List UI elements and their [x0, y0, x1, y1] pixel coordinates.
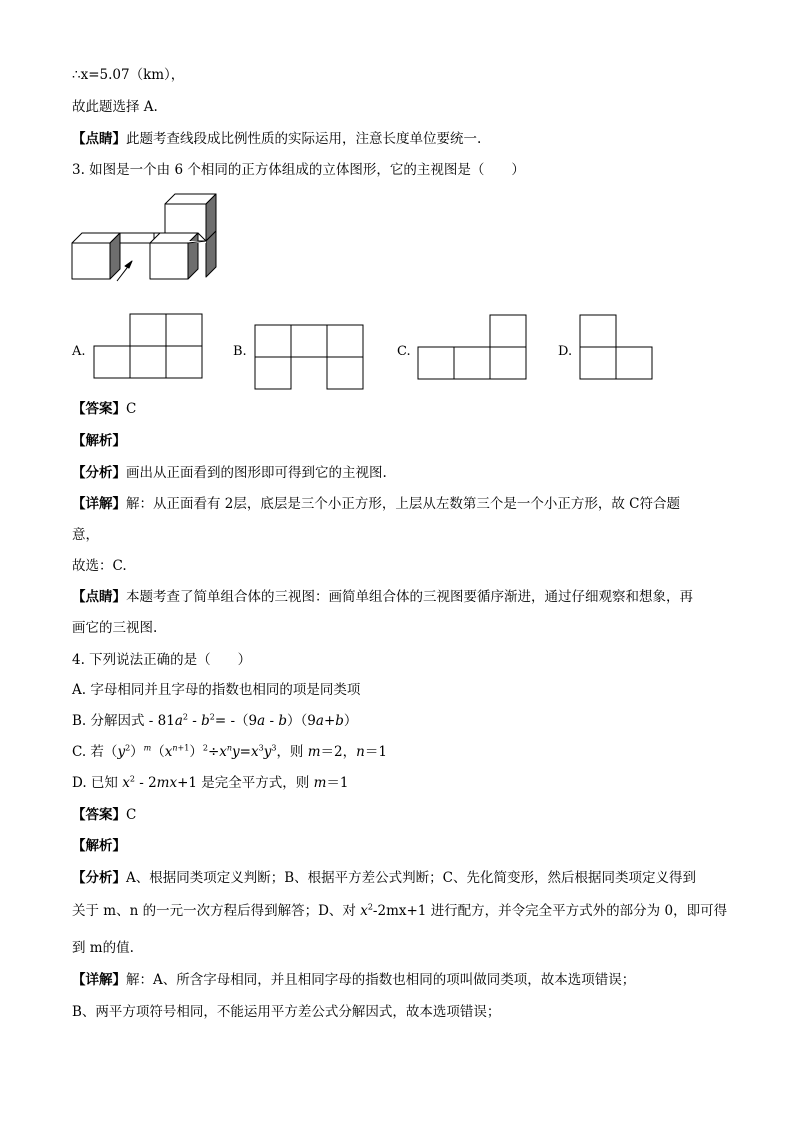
analysis-line: [72, 463, 387, 483]
question-4-option-b: B. 分解因式 - $81a^2 - b^2= -(9a - b)(9a+b)$: [72, 712, 358, 729]
detail-line: [72, 970, 635, 990]
detail-tag: 【详解】: [72, 972, 126, 988]
analysis-continuation: 关于 m、n 的一元一次方程后得到解答；D、对 $x^2-2mx+1$ 进行配方，并令完全平方式外的部分为 0，即可得: [72, 902, 728, 919]
comment-line: [72, 129, 481, 149]
comment-line: [72, 587, 693, 607]
analysis-text-part: 进行配方，并令完全平方式外的部分为 0，即可得: [430, 903, 728, 919]
question-3: 3. 如图是一个由 6 个相同的正方体组成的立体图形，它的主视图是（ ）: [72, 162, 525, 178]
text-line: ∴x=5.07（km），: [72, 67, 185, 83]
comment-text: 此题考查线段成比例性质的实际运用，注意长度单位要统一.: [126, 131, 482, 147]
detail-text: 解：A、所含字母相同，并且相同字母的指数也相同的项叫做同类项，故本选项错误；: [126, 972, 636, 988]
answer-line: [72, 399, 136, 419]
answer-value: C: [126, 807, 137, 823]
choice-line: 故选：C.: [72, 558, 127, 574]
option-a-figure: [92, 313, 204, 379]
detail-continuation: 意，: [72, 527, 99, 543]
question-4-option-a: A. 字母相同并且字母的指数也相同的项是同类项: [72, 682, 361, 698]
comment-tag: 【点睛】: [72, 131, 126, 147]
answer-value: C: [126, 401, 137, 417]
text-line: 故此题选择 A.: [72, 99, 158, 115]
option-b-label: B.: [233, 344, 247, 359]
analysis-text: A、根据同类项定义判断；B、根据平方差公式判断；C、先化简变形，然后根据同类项定义得到: [126, 870, 696, 886]
analysis-tag: 【分析】: [72, 870, 126, 886]
question-4-option-d: D. 已知 $x^2 - 2mx+1$ 是完全平方式，则 m＝1: [72, 774, 349, 791]
analysis-text: 画出从正面看到的图形即可得到它的主视图.: [126, 465, 387, 481]
question-4: 4. 下列说法正确的是（ ）: [72, 652, 252, 668]
analysis-tag: 【分析】: [72, 465, 126, 481]
comment-continuation: 画它的三视图.: [72, 620, 158, 636]
answer-tag: 【答案】: [72, 807, 126, 823]
detail-text: 解：从正面看有 2层，底层是三个小正方形，上层从左数第三个是一个小正方形，故 C符合题: [126, 496, 680, 512]
option-c-figure: [416, 313, 528, 381]
detail-continuation: B、两平方项符号相同，不能运用平方差公式分解因式，故本选项错误；: [72, 1004, 501, 1020]
analysis-heading: 【解析】: [72, 433, 126, 449]
detail-tag: 【详解】: [72, 496, 126, 512]
analysis-continuation: 到 m的值.: [72, 940, 134, 956]
analysis-line: [72, 868, 696, 888]
comment-tag: 【点睛】: [72, 589, 126, 605]
option-d-figure: [578, 313, 656, 381]
option-b-figure: [253, 323, 365, 391]
cube-solid-figure: [70, 188, 230, 288]
question-4-option-c: C. 若$(y^2)^m(x^{n+1})^2\div x^ny=x^3y^3$，则 m＝2，n＝1: [72, 743, 387, 760]
analysis-text-part: 关于 m、n 的一元一次方程后得到解答；D、对: [72, 903, 361, 919]
answer-line: [72, 805, 136, 825]
answer-tag: 【答案】: [72, 401, 126, 417]
comment-text: 本题考查了简单组合体的三视图：画简单组合体的三视图要循序渐进，通过仔细观察和想象，再: [126, 589, 693, 605]
option-d-label: D.: [558, 344, 573, 359]
detail-line: [72, 494, 680, 514]
analysis-heading: 【解析】: [72, 838, 126, 854]
option-c-label: C.: [397, 344, 411, 359]
option-a-label: A.: [72, 344, 86, 359]
